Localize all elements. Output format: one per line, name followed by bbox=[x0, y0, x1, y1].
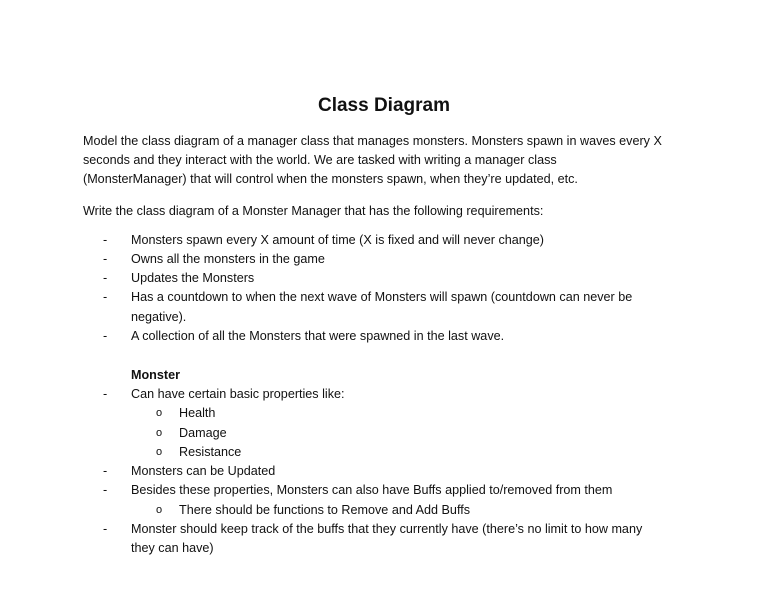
property-item: Health bbox=[179, 406, 216, 420]
requirement-item: Has a countdown to when the next wave of Monsters will spawn (countdown can never be bbox=[131, 290, 633, 304]
requirement-item-cont: negative). bbox=[131, 310, 187, 324]
intro-line: seconds and they interact with the world. We are tasked with writing a manager class bbox=[83, 153, 557, 167]
property-item: Damage bbox=[179, 426, 227, 440]
bullet-dash: - bbox=[103, 387, 108, 401]
monster-heading: Monster bbox=[131, 368, 180, 382]
requirement-item: Monsters spawn every X amount of time (X is fixed and will never change) bbox=[131, 233, 544, 247]
intro-line: (MonsterManager) that will control when the monsters spawn, when they’re updated, etc. bbox=[83, 172, 578, 186]
sub-bullet-circle: o bbox=[156, 504, 163, 516]
bullet-dash: - bbox=[103, 290, 108, 304]
bullet-dash: - bbox=[103, 233, 108, 247]
requirement-item: Updates the Monsters bbox=[131, 271, 255, 285]
page-title: Class Diagram bbox=[317, 95, 450, 116]
bullet-dash: - bbox=[103, 483, 108, 497]
monster-item-cont: they can have) bbox=[131, 541, 214, 555]
monster-item: Can have certain basic properties like: bbox=[131, 387, 345, 401]
requirements-intro: Write the class diagram of a Monster Manager that has the following requirements: bbox=[83, 204, 544, 218]
sub-bullet-circle: o bbox=[156, 407, 163, 419]
bullet-dash: - bbox=[103, 329, 108, 343]
monster-item: Besides these properties, Monsters can also have Buffs applied to/removed from them bbox=[131, 483, 613, 497]
intro-line: Model the class diagram of a manager class that manages monsters. Monsters spawn in waves every X bbox=[83, 134, 662, 148]
sub-bullet-circle: o bbox=[156, 446, 163, 458]
requirement-item: Owns all the monsters in the game bbox=[131, 252, 325, 266]
bullet-dash: - bbox=[103, 464, 108, 478]
monster-item: Monsters can be Updated bbox=[131, 464, 276, 478]
buff-sub-item: There should be functions to Remove and Add Buffs bbox=[179, 503, 471, 517]
property-item: Resistance bbox=[179, 445, 242, 459]
bullet-dash: - bbox=[103, 252, 108, 266]
requirement-item: A collection of all the Monsters that were spawned in the last wave. bbox=[131, 329, 505, 343]
sub-bullet-circle: o bbox=[156, 427, 163, 439]
bullet-dash: - bbox=[103, 522, 108, 536]
monster-item: Monster should keep track of the buffs that they currently have (there’s no limit to how many bbox=[131, 522, 643, 536]
bullet-dash: - bbox=[103, 271, 108, 285]
